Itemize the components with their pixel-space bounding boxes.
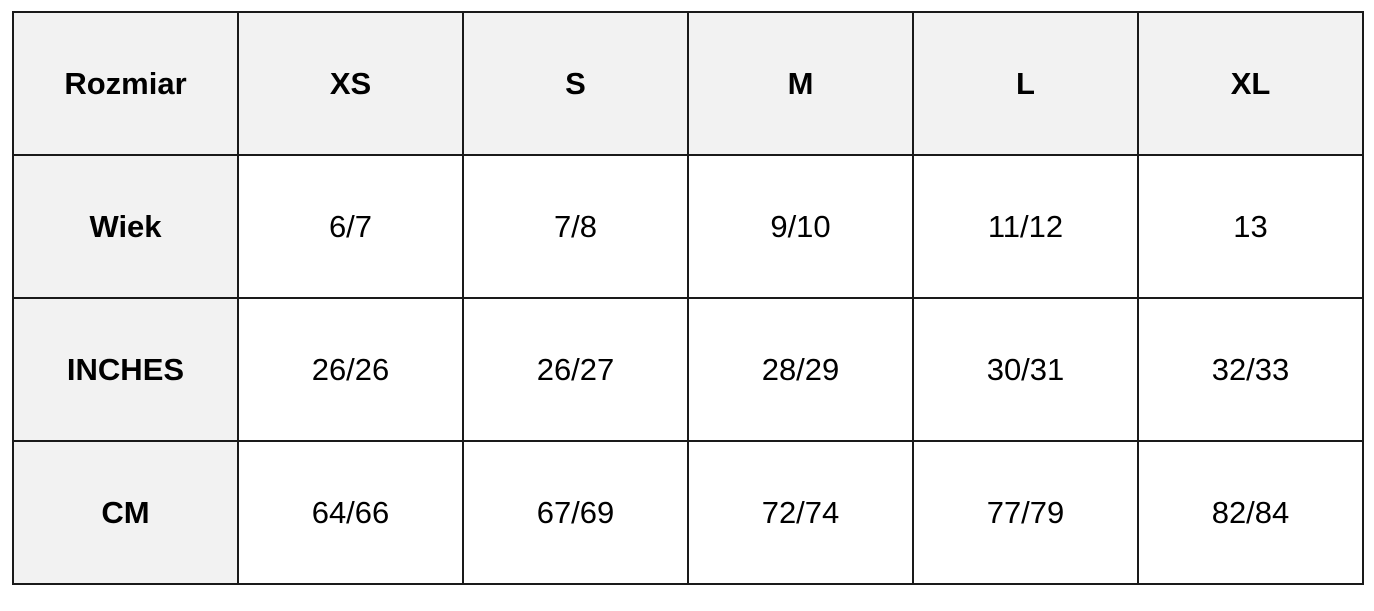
header-cell-l: L	[913, 12, 1138, 155]
header-cell-rozmiar: Rozmiar	[13, 12, 238, 155]
header-cell-xl: XL	[1138, 12, 1363, 155]
table-row-wiek	[13, 155, 1363, 298]
table-cell: 26/26	[238, 298, 463, 441]
table-cell: 32/33	[1138, 298, 1363, 441]
table-row-inches	[13, 298, 1363, 441]
table-row-cm	[13, 441, 1363, 584]
table-cell: 9/10	[688, 155, 913, 298]
row-label-wiek: Wiek	[13, 155, 238, 298]
table-cell: 6/7	[238, 155, 463, 298]
header-cell-s: S	[463, 12, 688, 155]
header-cell-xs: XS	[238, 12, 463, 155]
table-cell: 26/27	[463, 298, 688, 441]
table-cell: 77/79	[913, 441, 1138, 584]
row-label-inches: INCHES	[13, 298, 238, 441]
header-row	[13, 12, 1363, 155]
table-cell: 13	[1138, 155, 1363, 298]
header-cell-m: M	[688, 12, 913, 155]
table-cell: 67/69	[463, 441, 688, 584]
table-cell: 11/12	[913, 155, 1138, 298]
table-cell: 72/74	[688, 441, 913, 584]
table-cell: 7/8	[463, 155, 688, 298]
size-chart-table	[12, 11, 1364, 585]
table-cell: 28/29	[688, 298, 913, 441]
table-cell: 30/31	[913, 298, 1138, 441]
row-label-cm: CM	[13, 441, 238, 584]
table-cell: 82/84	[1138, 441, 1363, 584]
table-cell: 64/66	[238, 441, 463, 584]
